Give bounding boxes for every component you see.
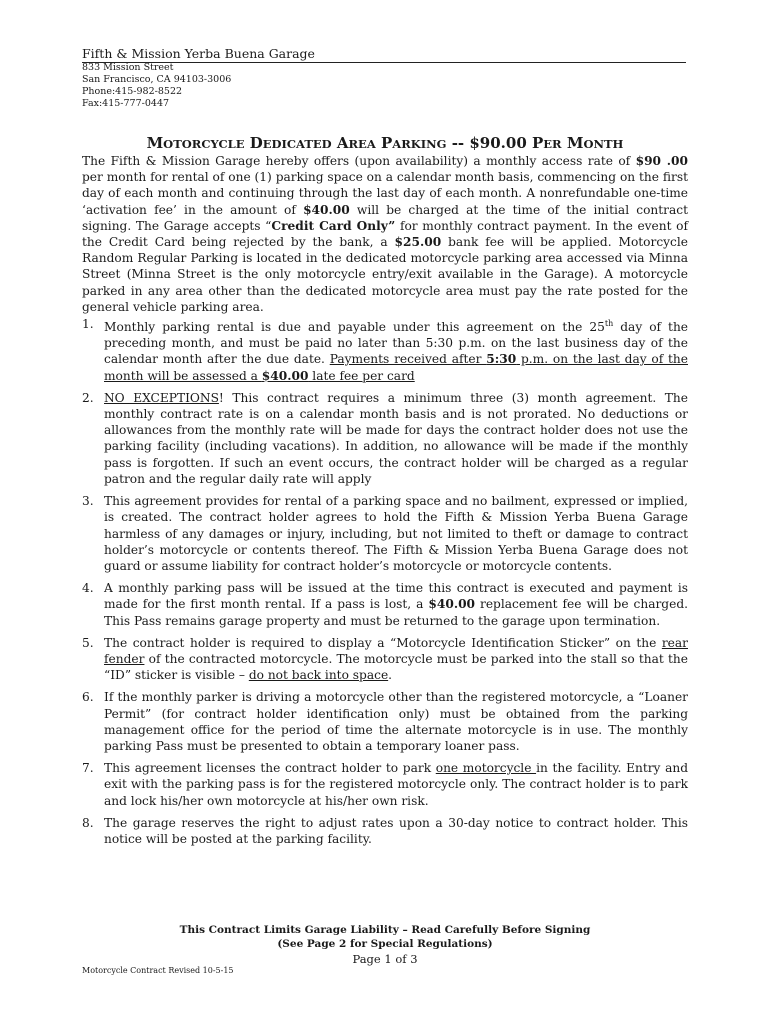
revision-note: Motorcycle Contract Revised 10-5-15: [82, 966, 234, 975]
term-item: 8. The garage reserves the right to adjust rates upon a 30-day notice to contract holder. This notice will be posted at the parking facility.: [82, 815, 688, 846]
address-street: 833 Mission Street: [82, 62, 174, 73]
fax-number: Fax:415-777-0447: [82, 98, 170, 109]
term-item: 1. Monthly parking rental is due and payable under this agreement on the 25th day of the preceding month, and must be paid no later than 5:30 p.m. on the last business day of the calendar month after the due date. Payments received after 5:30 p.m. on the last day of the month will be assessed a $40.00 late fee per card: [82, 317, 689, 383]
phone-number: Phone:415-982-8522: [82, 86, 183, 97]
see-page-note: (See Page 2 for Special Regulations): [277, 938, 493, 950]
liability-warning: This Contract Limits Garage Liability – Read Carefully Before Signing: [179, 924, 591, 936]
term-item: 3. This agreement provides for rental of a parking space and no bailment, expressed or implied, is created. The contract holder agrees to hold the Fifth & Mission Yerba Buena Garage harmless of any damages or injury, including, but not limited to theft or damage to contract holder’s motorcycle or contents thereof. The Fifth & Mission Yerba Buena Garage does not guard or assume liability for contract holder’s motorcycle or motorcycle contents.: [82, 494, 688, 573]
term-item: 7. This agreement licenses the contract holder to park one motorcycle in the facility. Entry and exit with the parking pass is for the registered motorcycle only. The contract holder is to park and lock his/her own motorcycle at his/her own risk.: [82, 761, 688, 808]
term-item: 2. NO EXCEPTIONS! This contract requires a minimum three (3) month agreement. The monthly contract rate is on a calendar month basis and is not prorated. No deductions or allowances from the monthly rate will be made for days the contract holder does not use the parking facility (including vacations). In addition, no allowance will be made if the monthly pass is forgotten. If such an event occurs, the contract holder will be charged as a regular patron and the regular daily rate will apply: [82, 390, 688, 486]
term-item: 6. If the monthly parker is driving a motorcycle other than the registered motorcycle, a “Loaner Permit” (for contract holder identification only) must be obtained from the parking management office for the period of time the alternate motorcycle is in use. The monthly parking Pass must be presented to obtain a temporary loaner pass.: [82, 690, 688, 753]
address-city: San Francisco, CA 94103-3006: [82, 74, 232, 85]
document-title: MOTORCYCLE DEDICATED AREA PARKING -- $90.00 PER MONTH: [146, 134, 624, 152]
term-item: 4. A monthly parking pass will be issued at the time this contract is executed and payment is made for the first month rental. If a pass is lost, a $40.00 replacement fee will be charged. This Pass remains garage property and must be returned to the garage upon termination.: [82, 581, 688, 628]
terms-list: [82, 316, 688, 853]
garage-name: Fifth & Mission Yerba Buena Garage: [82, 46, 686, 63]
page-number: Page 1 of 3: [352, 952, 418, 966]
intro-paragraph: The Fifth & Mission Garage hereby offers (upon availability) a monthly access rate of $90 .00 per month for rental of one (1) parking space on a calendar month basis, commencing on the first day of each month and continuing through the last day of each month. A nonrefundable one-time ‘activation fee’ in the amount of $40.00 will be charged at the time of the initial contract signing. The Garage accepts “Credit Card Only” for monthly contract payment. In the event of the Credit Card being rejected by the bank, a $25.00 bank fee will be applied. Motorcycle Random Regular Parking is located in the dedicated motorcycle parking area accessed via Minna Street (Minna Street is the only motorcycle entry/exit available in the Garage). A motorcycle parked in any area other than the dedicated motorcycle area must pay the rate posted for the general vehicle parking area.: [82, 154, 688, 314]
term-item: 5. The contract holder is required to display a “Motorcycle Identification Sticker” on the rear fender of the contracted motorcycle. The motorcycle must be parked into the stall so that the “ID” sticker is visible – do not back into space.: [82, 635, 688, 683]
